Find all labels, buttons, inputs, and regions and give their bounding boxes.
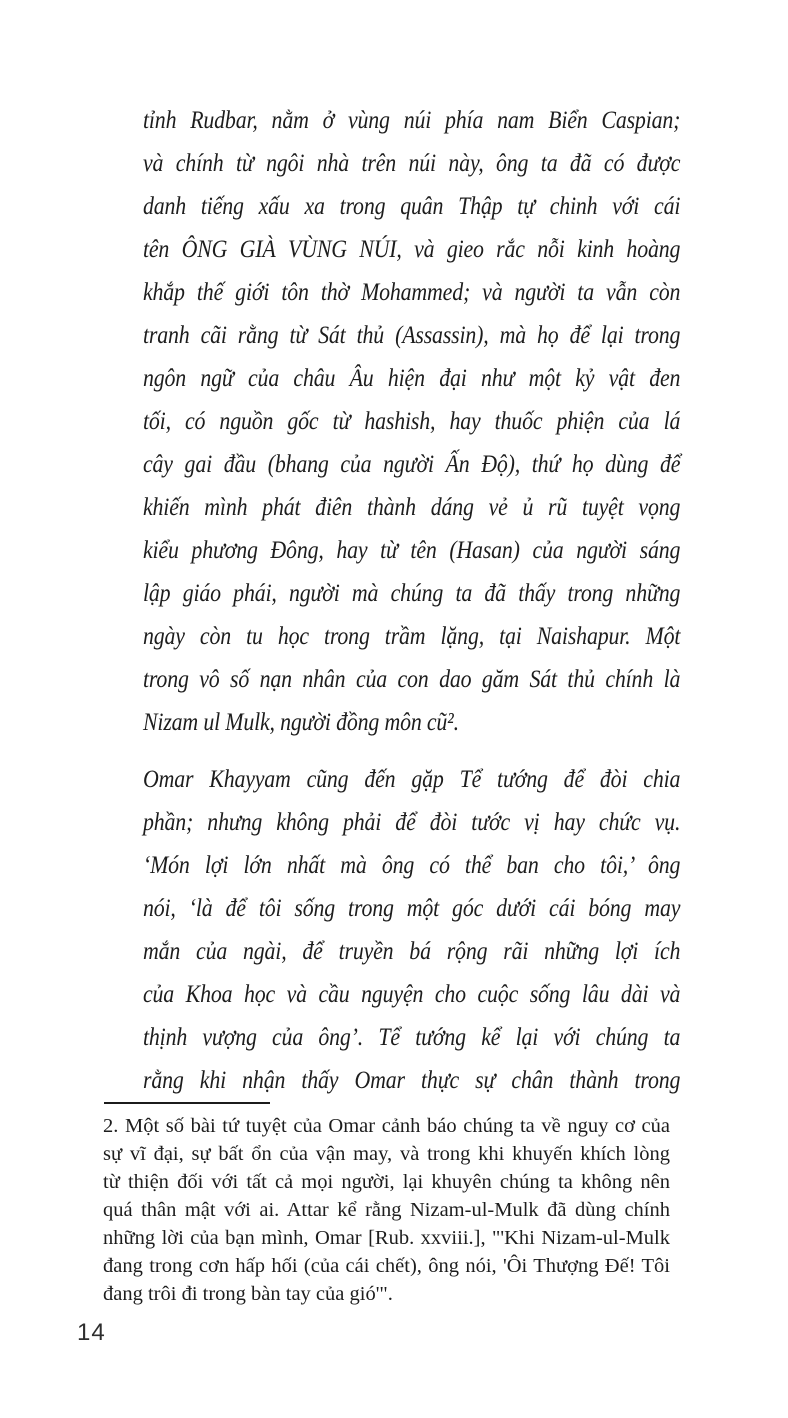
text-line: khiến mình phát điên thành dáng vẻ ủ rũ tuyệt vọng bbox=[143, 494, 681, 521]
footnote-line: những lời của bạn mình, Omar [Rub. xxviii.], "'Khi Nizam-ul-Mulk bbox=[103, 1227, 670, 1249]
text-line: ‘Món lợi lớn nhất mà ông có thể ban cho tôi,’ ông bbox=[143, 852, 681, 879]
text-line: tên ÔNG GIÀ VÙNG NÚI, và gieo rắc nỗi kinh hoàng bbox=[143, 236, 681, 263]
text-line: phần; nhưng không phải để đòi tước vị hay chức vụ. bbox=[143, 809, 681, 836]
page-number: 14 bbox=[77, 1319, 106, 1346]
body-text-block bbox=[143, 99, 757, 1102]
text-line: tranh cãi rằng từ Sát thủ (Assassin), mà họ để lại trong bbox=[143, 322, 681, 349]
footnote-line: đang trong cơn hấp hối (của cái chết), ông nói, 'Ôi Thượng Đế! Tôi bbox=[103, 1255, 670, 1277]
text-line: mắn của ngài, để truyền bá rộng rãi những lợi ích bbox=[143, 938, 681, 965]
text-line: kiểu phương Đông, hay từ tên (Hasan) của người sáng bbox=[143, 537, 681, 564]
text-line: tối, có nguồn gốc từ hashish, hay thuốc phiện của lá bbox=[143, 408, 681, 435]
text-line: thịnh vượng của ông’. Tể tướng kể lại với chúng ta bbox=[143, 1024, 681, 1051]
footnote-line: 2. Một số bài tứ tuyệt của Omar cảnh báo chúng ta về nguy cơ của bbox=[103, 1115, 670, 1137]
footnote-divider bbox=[104, 1102, 270, 1104]
text-line: cây gai đầu (bhang của người Ấn Độ), thứ họ dùng để bbox=[143, 451, 681, 478]
paragraph bbox=[143, 99, 757, 744]
text-line: của Khoa học và cầu nguyện cho cuộc sống lâu dài và bbox=[143, 981, 681, 1008]
text-line: khắp thế giới tôn thờ Mohammed; và người ta vẫn còn bbox=[143, 279, 681, 306]
text-line: và chính từ ngôi nhà trên núi này, ông ta đã có được bbox=[143, 150, 681, 177]
paragraph bbox=[143, 758, 757, 1102]
text-line: Nizam ul Mulk, người đồng môn cũ². bbox=[143, 709, 459, 736]
text-line: rằng khi nhận thấy Omar thực sự chân thành trong bbox=[143, 1067, 681, 1094]
footnote-block bbox=[103, 1112, 670, 1308]
text-line: ngày còn tu học trong trầm lặng, tại Naishapur. Một bbox=[143, 623, 681, 650]
text-line: trong vô số nạn nhân của con dao găm Sát thủ chính là bbox=[143, 666, 681, 693]
text-line: danh tiếng xấu xa trong quân Thập tự chinh với cái bbox=[143, 193, 681, 220]
footnote-line: đang trôi đi trong bàn tay của gió'". bbox=[103, 1283, 393, 1305]
footnote-line: quá thân mật với ai. Attar kể rằng Nizam-ul-Mulk đã dùng chính bbox=[103, 1199, 670, 1221]
text-line: ngôn ngữ của châu Âu hiện đại như một kỷ vật đen bbox=[143, 365, 681, 392]
text-line: lập giáo phái, người mà chúng ta đã thấy trong những bbox=[143, 580, 681, 607]
text-line: tỉnh Rudbar, nằm ở vùng núi phía nam Biển Caspian; bbox=[143, 107, 681, 134]
footnote-line: từ thiện đối với tất cả mọi người, lại khuyên chúng ta không nên bbox=[103, 1171, 670, 1193]
text-line: Omar Khayyam cũng đến gặp Tể tướng để đòi chia bbox=[143, 766, 681, 793]
text-line: nói, ‘là để tôi sống trong một góc dưới cái bóng may bbox=[143, 895, 681, 922]
footnote-line: sự vĩ đại, sự bất ổn của vận may, và trong khi khuyến khích lòng bbox=[103, 1143, 670, 1165]
